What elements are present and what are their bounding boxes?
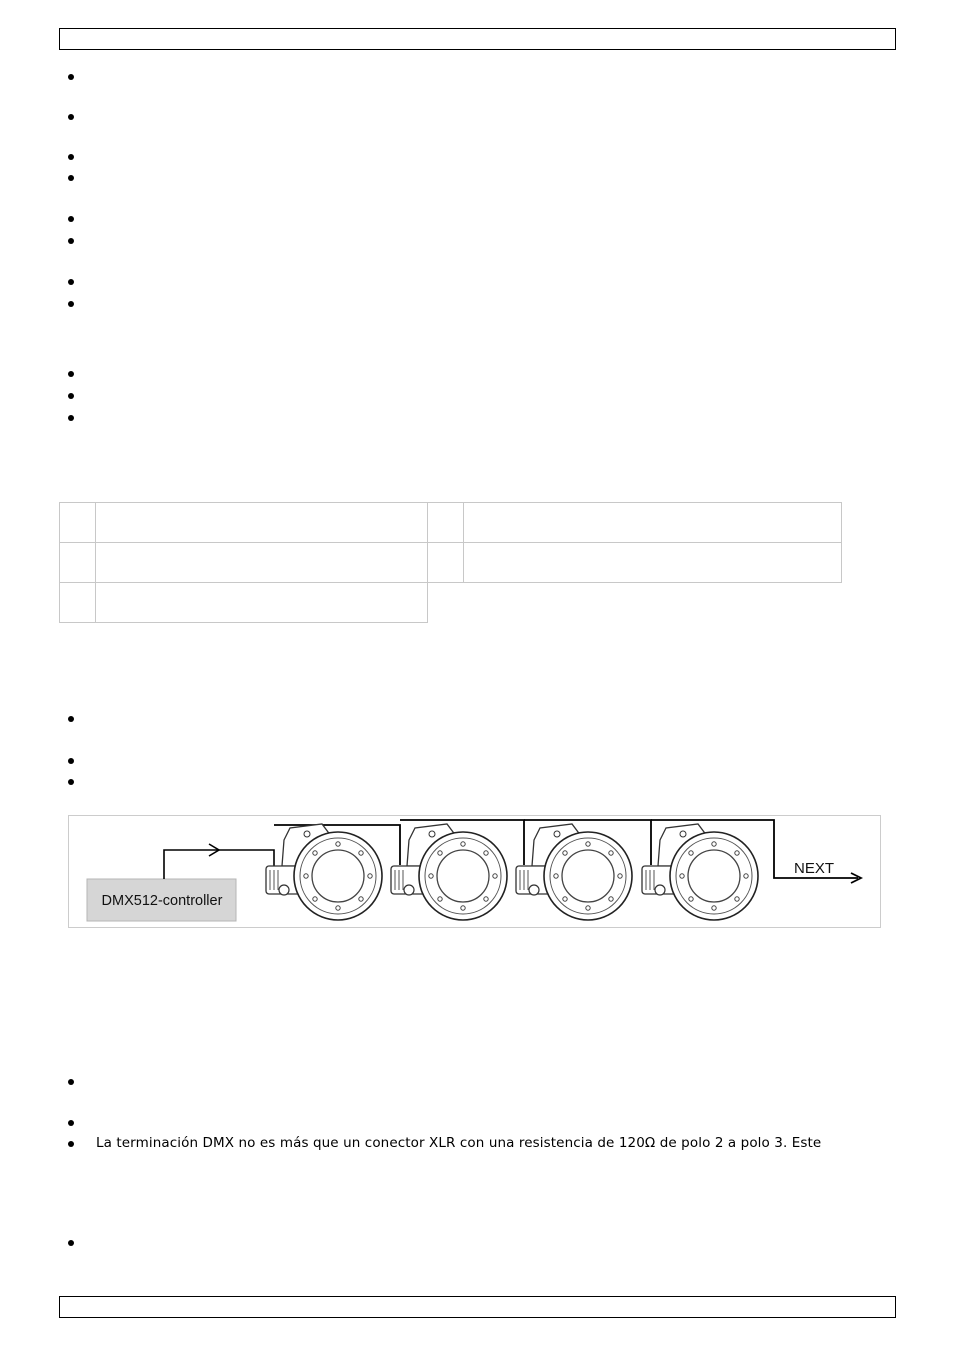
list-bullet: [68, 74, 74, 80]
table-cell: [60, 583, 96, 623]
table-cell: [428, 503, 464, 543]
table-cell: [464, 503, 842, 543]
list-bullet: [68, 415, 74, 421]
list-bullet: [68, 1141, 74, 1147]
list-bullet: [68, 114, 74, 120]
dmx-termination-text: La terminación DMX no es más que un conector XLR con una resistencia de 120Ω de polo 2 a polo 3. Este: [96, 1135, 822, 1151]
next-label: NEXT: [794, 860, 835, 877]
list-bullet: [68, 371, 74, 377]
list-bullet: [68, 1120, 74, 1126]
spec-table: [59, 502, 842, 623]
table-cell: [96, 583, 428, 623]
footer-box: [59, 1296, 896, 1318]
table-cell: [428, 543, 464, 583]
table-cell: [96, 503, 428, 543]
list-bullet: [68, 1240, 74, 1246]
table-row: [60, 583, 842, 623]
table-cell: [464, 543, 842, 583]
table-cell: [96, 543, 428, 583]
controller-label: DMX512-controller: [101, 893, 223, 909]
list-bullet: [68, 716, 74, 722]
table-cell: [428, 583, 464, 623]
list-bullet: [68, 393, 74, 399]
list-bullet: [68, 175, 74, 181]
list-bullet: [68, 216, 74, 222]
dmx-chain-diagram: [68, 815, 882, 929]
list-bullet: [68, 279, 74, 285]
table-row: [60, 503, 842, 543]
table-cell: [60, 543, 96, 583]
list-bullet: [68, 779, 74, 785]
list-bullet: [68, 301, 74, 307]
table-cell: [60, 503, 96, 543]
header-box: [59, 28, 896, 50]
table-cell: [464, 583, 842, 623]
table-row: [60, 543, 842, 583]
list-bullet: [68, 238, 74, 244]
list-bullet: [68, 1079, 74, 1085]
list-bullet: [68, 154, 74, 160]
list-bullet: [68, 758, 74, 764]
